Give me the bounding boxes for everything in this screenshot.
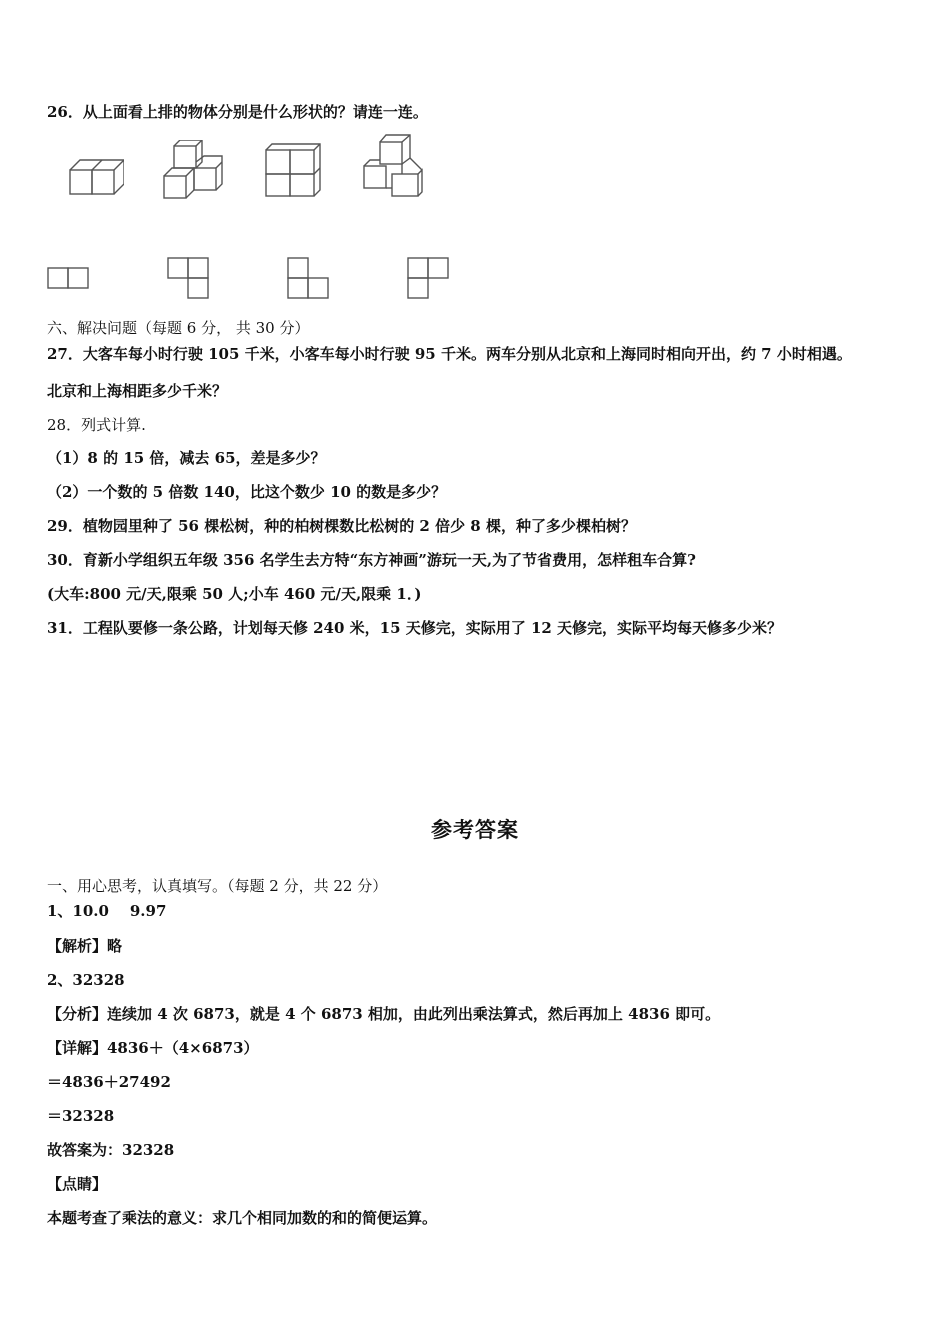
top-view-4 [406, 256, 452, 302]
answer-2-final: 故答案为：32328 [47, 1141, 175, 1159]
question-27-continued: 北京和上海相距多少千米？ [47, 382, 228, 400]
answer-2-detail: 【详解】4836＋（4×6873） [47, 1039, 259, 1057]
answers-section-1: 一、用心思考，认真填写。（每题 2 分，共 22 分） [47, 877, 388, 895]
answer-2-step-2: ＝32328 [47, 1107, 115, 1125]
question-31: 31．工程队要修一条公路，计划每天修 240 米，15 天修完，实际用了 12 天修完，实际平均每天修多少米？ [47, 619, 783, 637]
cube-figure-2 [160, 140, 226, 202]
question-28: 28．列式计算. [47, 416, 146, 434]
question-29: 29．植物园里种了 56 棵松树，种的柏树棵数比松树的 2 倍少 8 棵，种了多少棵柏树？ [47, 517, 636, 535]
question-26: 26．从上面看上排的物体分别是什么形状的？请连一连。 [47, 103, 428, 121]
answer-1-analysis: 【解析】略 [47, 937, 123, 955]
question-30: 30．育新小学组织五年级 356 名学生去方特“东方神画”游玩一天,为了节省费用，怎样租车合算? [47, 551, 696, 569]
cube-figure-3 [262, 142, 322, 200]
top-view-3 [286, 256, 332, 302]
section-6-heading: 六、解决问题（每题 6 分， 共 30 分） [47, 319, 310, 337]
question-30-continued: (大车:800 元/天,限乘 50 人;小车 460 元/天,限乘 1．) [47, 585, 422, 603]
cube-figure-4 [356, 132, 426, 200]
answers-title: 参考答案 [431, 817, 519, 842]
answer-2-analysis: 【分析】连续加 4 次 6873，就是 4 个 6873 相加，由此列出乘法算式，然后再加上 4836 即可。 [47, 1005, 721, 1023]
answer-2-note: 本题考查了乘法的意义：求几个相同加数的和的简便运算。 [47, 1209, 438, 1227]
question-28-part-2: （2）一个数的 5 倍数 140，比这个数少 10 的数是多少？ [47, 483, 447, 501]
top-view-2 [166, 256, 212, 302]
answer-2: 2、32328 [47, 971, 125, 989]
top-view-1 [47, 266, 91, 290]
cube-figure-1 [66, 152, 124, 198]
question-27: 27．大客车每小时行驶 105 千米，小客车每小时行驶 95 千米。两车分别从北京和上海同时相向开出，约 7 小时相遇。 [47, 345, 852, 363]
answer-2-note-label: 【点睛】 [47, 1175, 108, 1193]
question-28-part-1: （1）8 的 15 倍，减去 65，差是多少？ [47, 449, 326, 467]
answer-1: 1、10.0 9.97 [47, 902, 167, 920]
answer-2-step-1: ＝4836＋27492 [47, 1073, 171, 1091]
